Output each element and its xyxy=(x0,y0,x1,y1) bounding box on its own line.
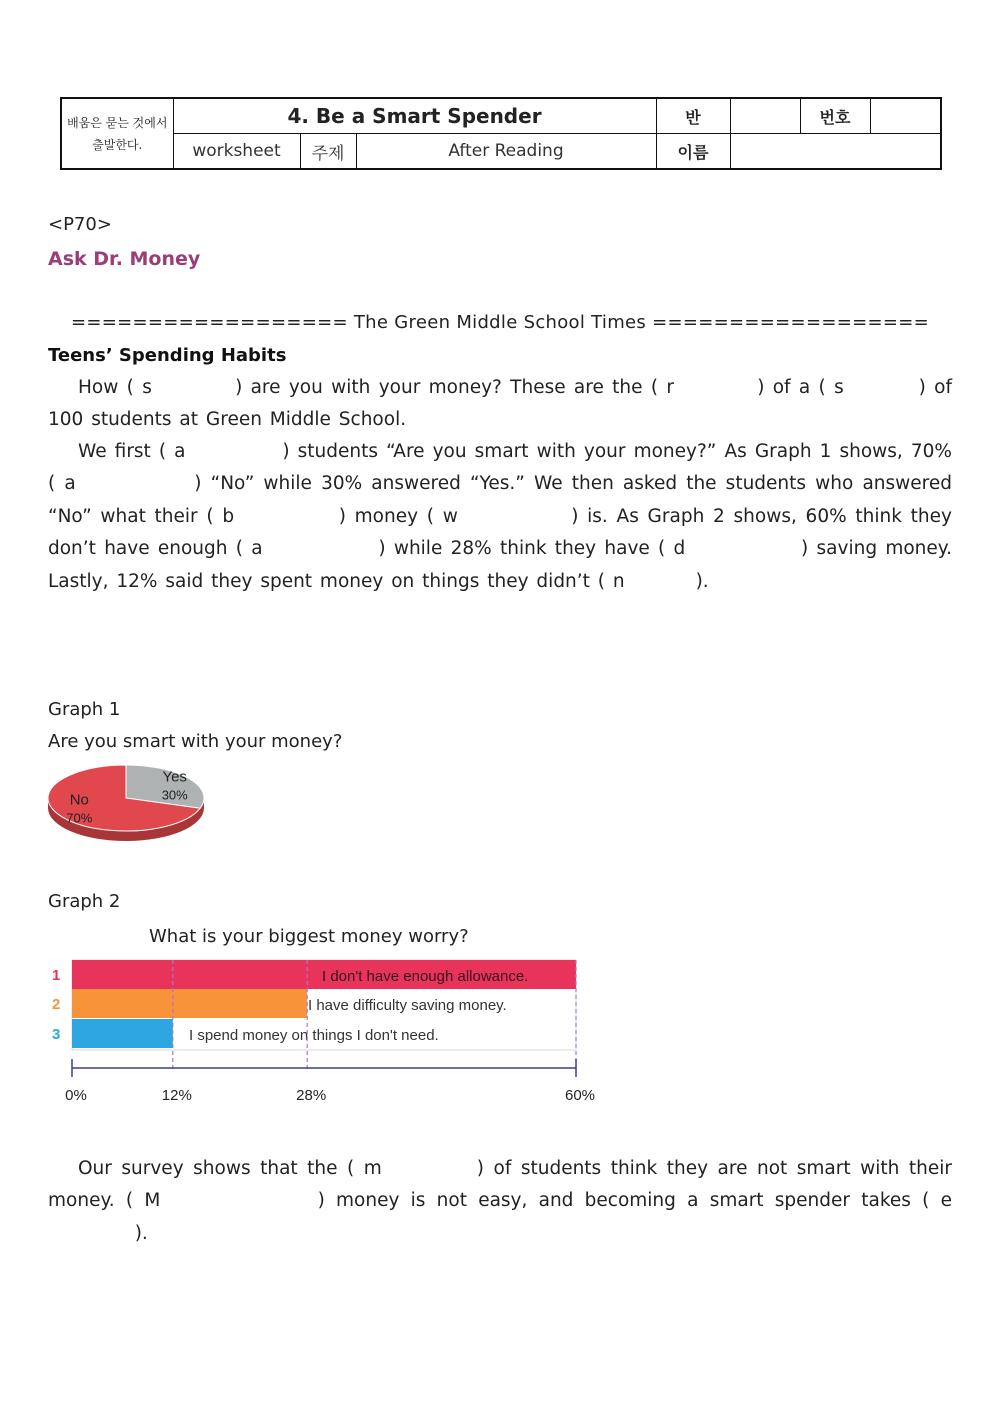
bar-3 xyxy=(72,1019,173,1048)
blank-field[interactable] xyxy=(625,571,696,592)
worksheet-label: worksheet xyxy=(173,134,300,170)
header-table xyxy=(60,97,942,170)
blank-field[interactable] xyxy=(458,506,571,527)
pie-value-yes: 30% xyxy=(161,787,188,803)
blank-field[interactable] xyxy=(382,1158,477,1179)
blank-field[interactable] xyxy=(48,1223,135,1244)
blank-field[interactable] xyxy=(674,377,757,398)
paragraph-2: We first ( a ) students “Are you smart with your money?” As Graph 1 shows, 70% ( a ) “No” while 30% answered “Yes.” We then asked the students who answered “No” what their ( b ) money ( w ) is. As Graph 2 shows, 60% think they don’t have enough ( a ) while 28% think they have ( d ) saving money. Lastly, 12% said they spent money on things they didn’t ( n ). xyxy=(48,441,953,592)
article-title: Teens’ Spending Habits xyxy=(48,345,287,366)
bar-label-1: I don't have enough allowance. xyxy=(322,968,529,985)
name-field[interactable] xyxy=(730,134,941,170)
pie-label-yes: Yes xyxy=(162,768,187,786)
bar-label-3: I spend money on things I don't need. xyxy=(189,1027,439,1044)
name-label: 이름 xyxy=(656,134,730,170)
tick-label: 60% xyxy=(564,1087,596,1104)
class-field[interactable] xyxy=(730,98,800,134)
paragraph-3: Our survey shows that the ( m ) of students think they are not smart with their money. ( M ) money is not easy, and becoming a smart spender takes ( e ). xyxy=(48,1158,952,1244)
blank-field[interactable] xyxy=(152,377,235,398)
graph-1-question: Are you smart with your money? xyxy=(48,731,343,752)
bar-number-1: 1 xyxy=(52,967,61,984)
graph-1-pie-chart xyxy=(44,760,224,855)
bar-number-2: 2 xyxy=(52,996,61,1013)
blank-field[interactable] xyxy=(685,538,801,559)
pie-value-no: 70% xyxy=(66,810,93,826)
section-title: Ask Dr. Money xyxy=(48,248,201,270)
pie-label-no: No xyxy=(69,791,89,809)
graph-2-label: Graph 2 xyxy=(48,891,121,912)
number-field[interactable] xyxy=(870,98,941,134)
paragraph-1: How ( s ) are you with your money? These are the ( r ) of a ( s ) of 100 students at Green Middle School. xyxy=(48,377,952,431)
tick-label: 12% xyxy=(161,1087,192,1104)
graph-1-label: Graph 1 xyxy=(48,699,121,720)
graph-2-bar-chart xyxy=(44,918,614,1118)
topic-value: After Reading xyxy=(356,134,656,170)
blank-field[interactable] xyxy=(160,1190,317,1211)
bar-2 xyxy=(72,989,307,1018)
blank-field[interactable] xyxy=(186,441,283,462)
number-label: 번호 xyxy=(800,98,870,134)
bar-number-3: 3 xyxy=(52,1026,61,1043)
blank-field[interactable] xyxy=(844,377,919,398)
page-reference: <P70> xyxy=(48,214,112,235)
motto: 배움은 묻는 것에서 출발한다. xyxy=(61,98,173,169)
blank-field[interactable] xyxy=(263,538,379,559)
topic-label: 주제 xyxy=(300,134,356,170)
tick-label: 28% xyxy=(296,1087,327,1104)
graph-2-title: What is your biggest money worry? xyxy=(149,926,469,947)
blank-field[interactable] xyxy=(234,506,339,527)
newspaper-banner: ================== The Green Middle School Times ================== xyxy=(70,312,929,333)
blank-field[interactable] xyxy=(76,473,195,494)
page-title: 4. Be a Smart Spender xyxy=(173,98,656,134)
bar-label-2: I have difficulty saving money. xyxy=(308,997,507,1014)
tick-label: 0% xyxy=(65,1087,87,1104)
class-label: 반 xyxy=(656,98,730,134)
